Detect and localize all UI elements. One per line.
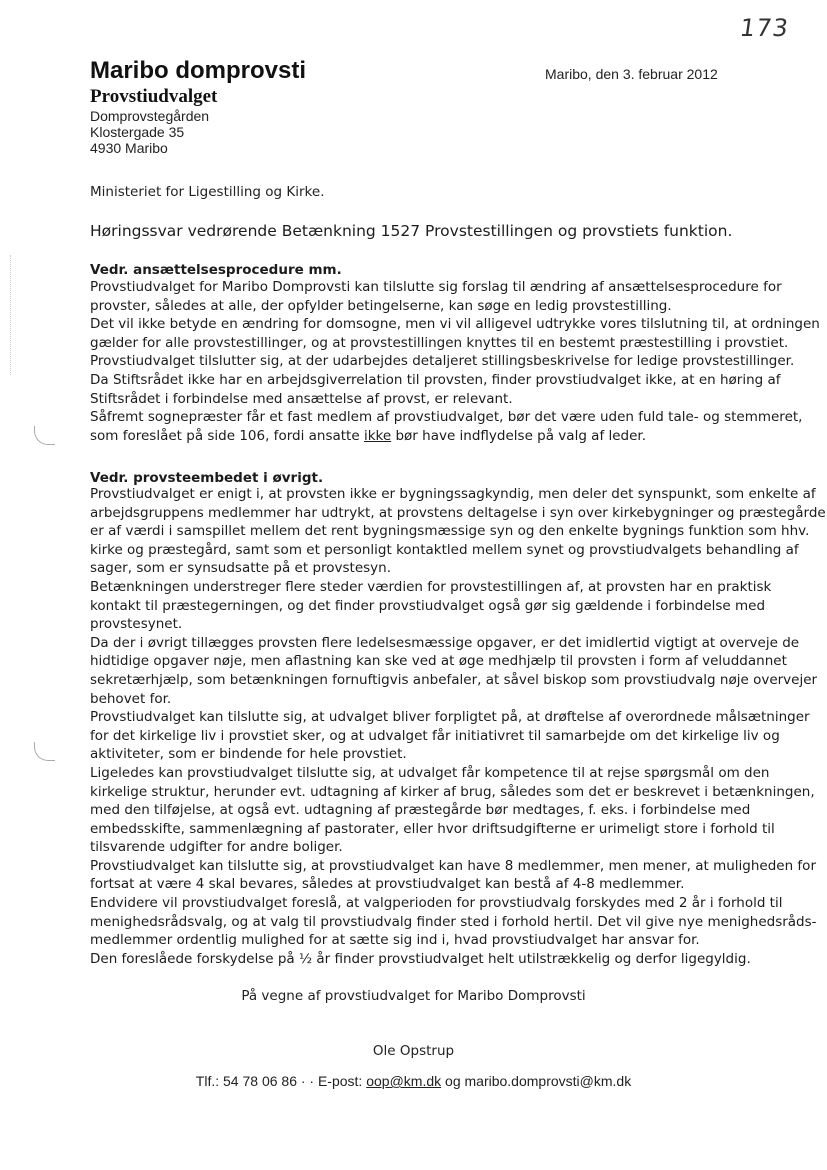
body-text: bør have indflydelse på valg af leder. bbox=[391, 427, 647, 444]
section-body-appointment bbox=[90, 278, 820, 445]
contact-footer bbox=[0, 1073, 827, 1089]
section-heading-deanery: Vedr. provsteembedet i øvrigt. bbox=[90, 470, 324, 486]
body-line: fortsat at være 4 skal bevares, således at provstiudvalget kan bestå af 4-8 medlemmer. bbox=[90, 876, 685, 893]
body-line: kontakt til præstegerningen, og det finder provstiudvalget også gør sig gældende i forbindelse med bbox=[90, 597, 766, 614]
body-line bbox=[90, 427, 770, 446]
body-line: menighedsrådsvalg, og at valg til provstiudvalg finder sted i forhold hertil. Det vil give nye menighedsråds- bbox=[90, 913, 817, 930]
body-line: med den tilføjelse, at også evt. udtagning af præstegårde bør medtages, f. eks. i forbindelse med bbox=[90, 802, 751, 819]
address-line: Klostergade 35 bbox=[90, 124, 185, 140]
address-line: 4930 Maribo bbox=[90, 140, 168, 156]
signatory-name: Ole Opstrup bbox=[372, 1043, 455, 1059]
body-line: sager, som er synsudsatte på et provstesyn. bbox=[90, 560, 392, 577]
body-line: tilsvarende udgifter for andre boliger. bbox=[90, 839, 343, 856]
sender-address bbox=[90, 108, 209, 156]
body-line: kirkelige struktur, herunder evt. udtagning af kirker af brug, således som det er beskrevet i betænkningen, bbox=[90, 783, 815, 800]
punch-hole-lower bbox=[34, 742, 55, 761]
body-line: for det kirkelige liv i provstiet sker, og at udvalget får initiativret til samarbejde om det kirkelige liv og bbox=[90, 727, 780, 744]
body-line: aktiviteter, som er bindende for hele provstiet. bbox=[90, 746, 407, 763]
body-line: Stiftsrådet i forbindelse med ansættelse af provst, er relevant. bbox=[90, 390, 513, 407]
section-body-deanery bbox=[90, 485, 826, 968]
body-line: arbejdsgruppens medlemmer har udtrykt, at provstens deltagelse i syn over kirkebygninger og præstegårde bbox=[90, 504, 826, 521]
body-line: er af værdi i samspillet mellem det rent bygningsmæssige syn og den enkelte bygnings funktion som hhv. bbox=[90, 523, 810, 540]
body-line: Såfremt sognepræster får et fast medlem af provstiudvalget, bør det være uden fuld tale- og stemmeret, bbox=[90, 409, 803, 426]
phone-label: Tlf.: 54 78 06 86 · · E-post: bbox=[195, 1073, 363, 1089]
email-domprovsti: maribo.domprovsti@km.dk bbox=[464, 1073, 632, 1089]
organization-name: Maribo domprovsti bbox=[90, 57, 307, 84]
closing-on-behalf: På vegne af provstiudvalget for Maribo Domprovsti bbox=[241, 988, 586, 1004]
letter-date: Maribo, den 3. februar 2012 bbox=[545, 66, 718, 82]
committee-name: Provstiudvalget bbox=[90, 86, 218, 107]
emphasized-word: ikke bbox=[363, 427, 392, 444]
body-line: hidtidige opgaver nøje, men aflastning kan ske ved at øge medhjælp til provsten i form af veluddannet bbox=[90, 653, 787, 670]
body-line: sekretærhjælp, som betænkningen fornuftigvis anbefaler, at såvel biskop som provstiudvalg nøje overvejer bbox=[90, 671, 818, 688]
body-line: Provstiudvalget for Maribo Domprovsti kan tilslutte sig forslag til ændring af ansættelsesprocedure for bbox=[90, 279, 782, 295]
body-line: Da Stiftsrådet ikke har en arbejdsgiverrelation til provsten, finder provstiudvalget ikke, at en høring af bbox=[90, 371, 781, 388]
punch-hole-upper bbox=[34, 426, 55, 445]
body-line: Da der i øvrigt tillægges provsten flere ledelsesmæssige opgaver, er det imidlertid vigtigt at overveje de bbox=[90, 634, 800, 651]
body-line: embedsskifte, sammenlægning af pastorater, eller hvor driftsudgifterne er urimeligt store i forhold til bbox=[90, 820, 775, 837]
body-line: provster, således at alle, der opfylder betingelserne, kan søge en ledig provstestilling. bbox=[90, 297, 672, 314]
body-line: Endvidere vil provstiudvalget foreslå, at valgperioden for provstiudvalg forskydes med 2 år i forhold til bbox=[90, 895, 783, 912]
scan-edge-mark bbox=[10, 255, 12, 375]
section-heading-appointment: Vedr. ansættelsesprocedure mm. bbox=[90, 262, 342, 278]
letter-subject: Høringssvar vedrørende Betænkning 1527 Provstestillingen og provstiets funktion. bbox=[90, 222, 733, 240]
body-text: som foreslået på side 106, fordi ansatte bbox=[90, 427, 364, 444]
body-line: behovet for. bbox=[90, 690, 172, 707]
body-line: Provstiudvalget tilslutter sig, at der udarbejdes detaljeret stillingsbeskrivelse for ledige provstestillinger. bbox=[90, 353, 795, 370]
address-line: Domprovstegården bbox=[90, 108, 210, 124]
body-line: Provstiudvalget kan tilslutte sig, at udvalget bliver forpligtet på, at drøftelse af overordnede målsætninger bbox=[90, 709, 810, 726]
email-link-oop[interactable]: oop@km.dk bbox=[366, 1073, 442, 1089]
body-line: Provstiudvalget kan tilslutte sig, at provstiudvalget kan have 8 medlemmer, men mener, at muligheden for bbox=[90, 857, 816, 874]
body-line: medlemmer ordentlig mulighed for at sætte sig ind i, hvad provstiudvalget har ansvar for. bbox=[90, 932, 700, 949]
body-line: gælder for alle provstestillinger, og at provstestillingen knyttes til en bestemt præstestilling i provstiet. bbox=[90, 334, 789, 351]
body-line: Provstiudvalget er enigt i, at provsten ikke er bygningssagkyndig, men deler det synspunkt, som enkelte af bbox=[90, 486, 816, 502]
recipient: Ministeriet for Ligestilling og Kirke. bbox=[90, 184, 325, 200]
body-line: Det vil ikke betyde en ændring for domsogne, men vi vil alligevel udtrykke vores tilslutning til, at ordningen bbox=[90, 316, 820, 333]
body-line: Den foreslåede forskydelse på ½ år finder provstiudvalget helt utilstrækkelig og derfor ligegyldig. bbox=[90, 950, 751, 967]
body-line: provstesynet. bbox=[90, 616, 183, 633]
handwritten-page-number: 173 bbox=[738, 14, 791, 42]
body-line: kirke og præstegård, samt som et personligt kontaktled mellem synet og provstiudvalgets behandling af bbox=[90, 541, 799, 558]
body-line: Betænkningen understreger flere steder værdien for provstestillingen af, at provsten har en praktisk bbox=[90, 578, 772, 595]
body-line: Ligeledes kan provstiudvalget tilslutte sig, at udvalget får kompetence til at rejse spørgsmål om den bbox=[90, 764, 770, 781]
footer-connector: og bbox=[445, 1073, 461, 1089]
